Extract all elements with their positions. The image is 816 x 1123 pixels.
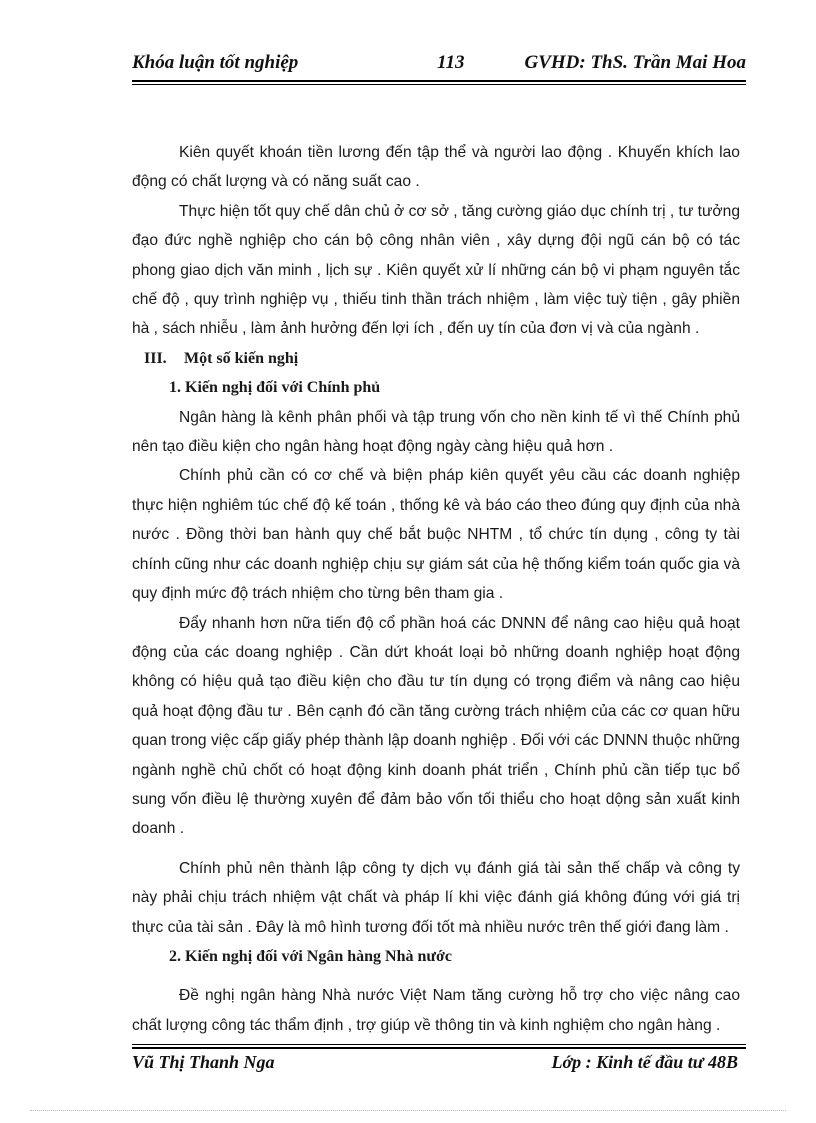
header-page-number: 113: [437, 52, 465, 73]
section-heading: [132, 344, 740, 373]
header-rule: [132, 80, 746, 85]
header-supervisor: GVHD: ThS. Trần Mai Hoa: [524, 52, 746, 73]
paragraph-5: Đẩy nhanh hơn nữa tiến độ cổ phần hoá các DNNN để nâng cao hiệu quả hoạt động của các doang nghiệp . Cần dứt khoát loại bỏ những doanh nghiệp hoạt động không có hiệu quả tạo điều kiện cho đầu tư tín dụng có trọng điểm và nâng cao hiệu quả hoạt động đầu tư . Bên cạnh đó cần tăng cường trách nhiệm của các cơ quan hữu quan trong việc cấp giấy phép thành lập doanh nghiệp . Đối với các DNNN thuộc những ngành nghề chủ chốt có hoạt động kinh doanh phát triển , Chính phủ cần tiếp tục bổ sung vốn điều lệ thường xuyên để đảm bảo vốn tối thiểu cho hoạt dộng sản xuất kinh doanh .: [132, 614, 740, 838]
footer-class: Lớp : Kinh tế đầu tư 48B: [551, 1052, 738, 1072]
document-body: [132, 138, 740, 1040]
footer-rule: [132, 1044, 746, 1049]
header-thesis-title: Khóa luận tốt nghiệp: [132, 52, 299, 73]
paragraph-6: Chính phủ nên thành lập công ty dịch vụ đánh giá tài sản thế chấp và công ty này phải chịu trách nhiệm vật chất và pháp lí khi việc đánh giá không đúng với giá trị thực của tài sản . Đây là mô hình tương đối tốt mà nhiều nước trên thế giới đang làm .: [132, 859, 740, 936]
page-footer: [132, 1052, 746, 1080]
footer-author: Vũ Thị Thanh Nga: [132, 1052, 275, 1072]
section-title: Một số kiến nghị: [184, 349, 299, 367]
page-bottom-border: [30, 1110, 786, 1111]
paragraph-4: Chính phủ cần có cơ chế và biện pháp kiên quyết yêu cầu các doanh nghiệp thực hiện nghiêm túc chế độ kế toán , thống kê và báo cáo theo đúng quy định của nhà nước . Đồng thời ban hành quy chế bắt buộc NHTM , tổ chức tín dụng , công ty tài chính cũng như các doanh nghiệp chịu sự giám sát của hệ thống kiểm toán quốc gia và quy định mức độ trách nhiệm cho từng bên tham gia .: [132, 467, 740, 603]
paragraph-1: Kiên quyết khoán tiền lương đến tập thể và người lao động . Khuyến khích lao động có chất lượng và có năng suất cao .: [132, 144, 740, 191]
paragraph-2: Thực hiện tốt quy chế dân chủ ở cơ sở , tăng cường giáo dục chính trị , tư tưởng đạo đức nghề nghiệp cho cán bộ công nhân viên , xây dựng đội ngũ cán bộ có tác phong giao dịch văn minh , lịch sự . Kiên quyết xử lí những cán bộ vi phạm nguyên tắc chế độ , quy trình nghiệp vụ , thiếu tinh thần trách nhiệm , làm việc tuỳ tiện , gây phiền hà , sách nhiễu , làm ảnh hưởng đến lợi ích , đến uy tín của đơn vị và của ngành .: [132, 202, 740, 338]
subsection-heading-2: 2. Kiến nghị đối với Ngân hàng Nhà nước: [169, 947, 452, 965]
page-header: [132, 50, 746, 78]
subsection-heading-1: 1. Kiến nghị đối với Chính phủ: [169, 379, 381, 397]
paragraph-3: Ngân hàng là kênh phân phối và tập trung vốn cho nền kinh tế vì thế Chính phủ nên tạo điều kiện cho ngân hàng hoạt động ngày càng hiệu quả hơn .: [132, 408, 740, 456]
section-number: III.: [144, 349, 167, 367]
paragraph-7: Đề nghị ngân hàng Nhà nước Việt Nam tăng cường hỗ trợ cho việc nâng cao chất lượng công tác thẩm định , trợ giúp về thông tin và kinh nghiệm cho ngân hàng .: [132, 987, 740, 1034]
